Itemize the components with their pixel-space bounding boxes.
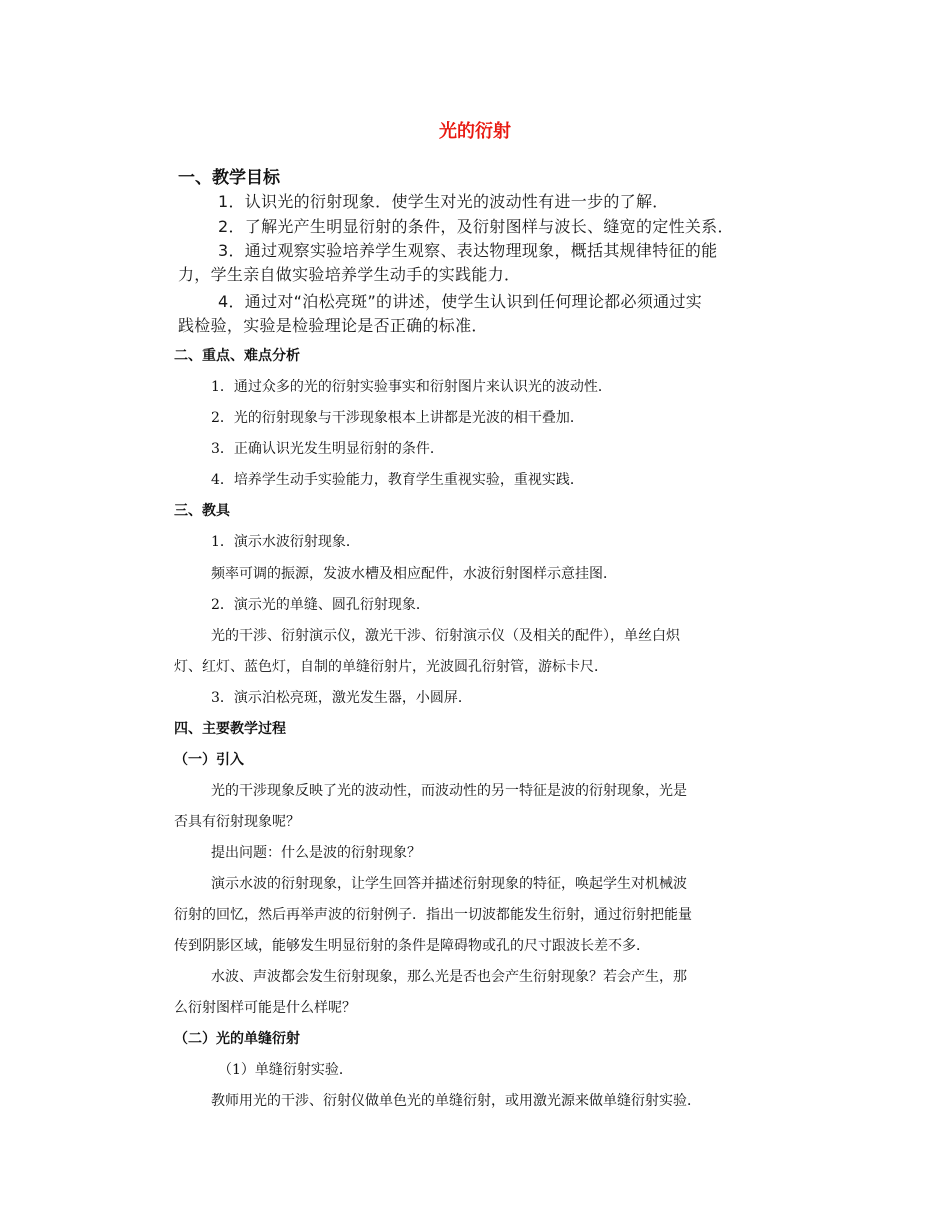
process-line: 演示水波的衍射现象，让学生回答并描述衍射现象的特征，唤起学生对机械波 [211, 876, 687, 892]
process-line: （1）单缝衍射实验． [218, 1062, 353, 1078]
subsection-heading-single-slit: （二）光的单缝衍射 [174, 1031, 300, 1047]
keypoint-item: 1．通过众多的光的衍射实验事实和衍射图片来认识光的波动性． [211, 379, 612, 395]
process-line: 光的干涉现象反映了光的波动性，而波动性的另一特征是波的衍射现象，光是 [211, 783, 687, 799]
objective-line: 3．通过观察实验培养学生观察、表达物理现象，概括其规律特征的能 [218, 241, 718, 260]
equipment-line: 1．演示水波衍射现象． [211, 534, 360, 550]
keypoint-item: 2．光的衍射现象与干涉现象根本上讲都是光波的相干叠加． [211, 410, 584, 426]
objective-line: 践检验，实验是检验理论是否正确的标准． [178, 316, 488, 335]
page-title: 光的衍射 [439, 121, 511, 142]
subsection-heading-intro: （一）引入 [174, 752, 244, 768]
objective-line: 4．通过对“泊松亮斑”的讲述，使学生认识到任何理论都必须通过实 [218, 292, 703, 311]
equipment-line: 灯、红灯、蓝色灯，自制的单缝衍射片，光波圆孔衍射管，游标卡尺． [174, 659, 608, 675]
keypoint-item: 3．正确认识光发生明显衍射的条件． [211, 441, 444, 457]
equipment-line: 光的干涉、衍射演示仪，激光干涉、衍射演示仪（及相关的配件），单丝白炽 [211, 628, 680, 644]
section-heading-equipment: 三、教具 [174, 503, 230, 519]
process-line: 提出问题：什么是波的衍射现象？ [211, 845, 421, 861]
equipment-line: 2．演示光的单缝、圆孔衍射现象． [211, 597, 430, 613]
process-line: 水波、声波都会发生衍射现象，那么光是否也会产生衍射现象？若会产生，那 [211, 969, 687, 985]
section-heading-keypoints: 二、重点、难点分析 [174, 348, 300, 364]
objective-line: 1．认识光的衍射现象．使学生对光的波动性有进一步的了解． [218, 192, 669, 211]
equipment-line: 频率可调的振源，发波水槽及相应配件，水波衍射图样示意挂图． [211, 566, 617, 582]
process-line: 传到阴影区域，能够发生明显衍射的条件是障碍物或孔的尺寸跟波长差不多． [174, 938, 650, 954]
objective-line: 力，学生亲自做实验培养学生动手的实践能力． [178, 265, 521, 284]
process-line: 否具有衍射现象呢？ [174, 814, 300, 830]
keypoint-item: 4．培养学生动手实验能力，教育学生重视实验，重视实践． [211, 472, 584, 488]
equipment-line: 3．演示泊松亮斑，激光发生器，小圆屏． [211, 690, 472, 706]
process-line: 教师用光的干涉、衍射仪做单色光的单缝衍射，或用激光源来做单缝衍射实验． [211, 1093, 701, 1109]
process-line: 衍射的回忆，然后再举声波的衍射例子．指出一切波都能发生衍射，通过衍射把能量 [174, 907, 692, 923]
process-line: 么衍射图样可能是什么样呢？ [174, 1000, 356, 1016]
objective-line: 2．了解光产生明显衍射的条件，及衍射图样与波长、缝宽的定性关系． [218, 217, 734, 236]
section-heading-process: 四、主要教学过程 [174, 721, 286, 737]
section-heading-objectives: 一、教学目标 [178, 168, 280, 188]
